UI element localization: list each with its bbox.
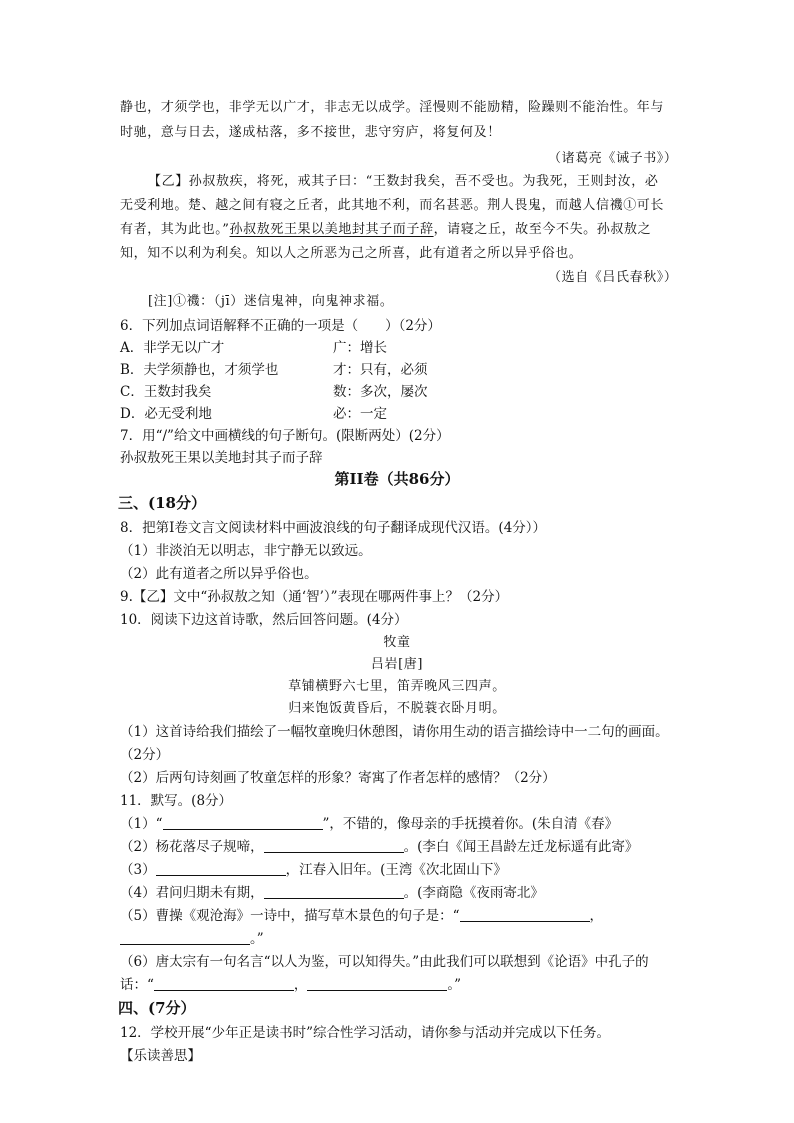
q11-item5-blank2[interactable] <box>120 930 250 945</box>
q10-sub1-line2: （2分） <box>120 747 170 763</box>
q11-item3-blank[interactable] <box>156 861 286 876</box>
passage-jia-line1: 静也，才须学也，非学无以广才，非志无以成学。淫慢则不能励精，险躁则不能治性。年与 <box>120 100 665 115</box>
q11-item4 <box>120 881 544 901</box>
q6-option-c-def: 数：多次，屡次 <box>333 384 428 400</box>
passage-yi-line1: 【乙】孙叔敖疾，将死，戒其子曰：“王数封我矣，吾不受也。为我死，王则封汝，必 <box>148 174 659 189</box>
q8-stem: 8．把第Ⅰ卷文言文阅读材料中画波浪线的句子翻译成现代汉语。(4分）） <box>120 520 547 536</box>
q9-stem: 9.【乙】文中“孙叔敖之知（通‘智’）”表现在哪两件事上？（2分） <box>120 589 509 605</box>
q11-stem: 11．默写。(8分） <box>120 793 233 809</box>
q11-item4-suffix: 。(李商隐《夜雨寄北》 <box>403 885 544 901</box>
passage-jia-line2: 时驰，意与日去，遂成枯落，多不接世，悲守穷庐，将复何及！ <box>120 125 501 140</box>
q7-sentence: 孙叔敖死王果以美地封其子而子辞 <box>120 450 323 466</box>
q11-item5-cont <box>120 927 264 947</box>
q6-option-a <box>120 336 540 356</box>
q11-item6-line2 <box>120 973 461 993</box>
q12-stem: 12．学校开展“少年正是读书时”综合性学习活动，请你参与活动并完成以下任务。 <box>120 1025 610 1041</box>
q11-item5-prefix: （5）曹操《观沧海》一诗中，描写草木景色的句子是：“ <box>120 908 460 924</box>
q6-option-c <box>120 380 540 400</box>
section3-title: 三、(18分） <box>118 494 206 512</box>
passage-yi-source: （选自《吕氏春秋》） <box>548 270 678 285</box>
q6-option-b-def: 才：只有，必须 <box>333 362 428 378</box>
q11-item6-end: 。” <box>447 977 462 993</box>
poem-author: 吕岩[唐] <box>370 657 424 672</box>
q11-item2-blank[interactable] <box>264 838 404 853</box>
passage-jia-source: （诸葛亮《诫子书》） <box>548 151 678 166</box>
q11-item3-suffix: ，江春入旧年。(王湾《次北固山下》 <box>285 862 507 878</box>
q11-item1-prefix: （1）“ <box>120 816 163 832</box>
q6-option-a-text: A．非学无以广才 <box>120 340 225 356</box>
passage-yi-line2: 无受利地。楚、越之间有寝之丘者，此其地不利，而名甚恶。荆人畏鬼，而越人信禨①可长 <box>120 198 665 213</box>
q11-item1 <box>120 812 618 832</box>
q6-option-d <box>120 402 540 422</box>
q10-stem: 10．阅读下边这首诗歌，然后回答问题。(4分） <box>120 612 408 628</box>
poem-title: 牧童 <box>383 635 411 650</box>
q11-item4-prefix: （4）君问归期未有期， <box>120 885 264 901</box>
q11-item2 <box>120 835 638 855</box>
volume2-title: 第II卷（共86分） <box>334 470 460 488</box>
q6-option-d-def: 必：一定 <box>333 406 387 422</box>
q7-stem: 7．用“/”给文中画横线的句子断句。(限断两处）(2分） <box>120 428 450 444</box>
q11-item6-blank1[interactable] <box>154 976 294 991</box>
q11-item4-blank[interactable] <box>264 884 404 899</box>
q11-item5 <box>120 904 603 924</box>
q11-item6-comma: ， <box>293 977 308 993</box>
q11-item5-comma: ， <box>589 908 603 924</box>
q11-item6-line1: （6）唐太宗有一句名言“以人为鉴，可以知得失。”由此我们可以联想到《论语》中孔子的 <box>120 954 649 970</box>
q6-option-b <box>120 358 540 378</box>
q11-item6-blank2[interactable] <box>307 976 447 991</box>
q10-sub1-line1: （1）这首诗给我们描绘了一幅牧童晚归休憩图，请你用生动的语言描绘诗中一二句的画面。 <box>120 724 669 740</box>
q8-item1: （1）非淡泊无以明志，非宁静无以致远。 <box>120 543 372 559</box>
q6-option-a-def: 广：增长 <box>333 340 387 356</box>
q6-option-d-text: D．必无受利地 <box>120 406 212 422</box>
passage-yi-line3-start: 有者，其为此也。” <box>120 222 230 237</box>
passage-yi-line4: 知，知不以利为利矣。知以人之所恶为己之所喜，此有道者之所以异乎俗也。 <box>120 246 583 261</box>
q11-item6-prefix: 话：“ <box>120 977 154 993</box>
poem-line2: 归来饱饭黄昏后，不脱蓑衣卧月明。 <box>288 701 506 716</box>
q12-subsection: 【乐读善思】 <box>120 1048 201 1064</box>
q6-option-b-text: B．夫学须静也，才须学也 <box>120 362 279 378</box>
q6-stem: 6．下列加点词语解释不正确的一项是（ ）（2分） <box>120 318 441 334</box>
q8-item2: （2）此有道者之所以异乎俗也。 <box>120 566 318 582</box>
q6-option-c-text: C．王数封我矣 <box>120 384 212 400</box>
q10-sub2: （2）后两句诗刻画了牧童怎样的形象？寄寓了作者怎样的感情？（2分） <box>120 770 556 786</box>
poem-line1: 草铺横野六七里，笛弄晚风三四声。 <box>288 679 506 694</box>
section4-title: 四、(7分） <box>118 999 196 1017</box>
q11-item5-blank1[interactable] <box>460 907 590 922</box>
underlined-sentence: 孙叔敖死王果以美地封其子而子辞 <box>229 222 434 237</box>
q11-item1-blank[interactable] <box>163 815 323 830</box>
q11-item3 <box>120 858 507 878</box>
q11-item3-prefix: （3） <box>120 862 156 878</box>
passage-yi-line3-end: ，请寝之丘，故至今不失。孙叔敖之 <box>433 222 652 237</box>
q11-item2-prefix: （2）杨花落尽子规啼， <box>120 839 264 855</box>
passage-yi-note: [注]①禨：（jī）迷信鬼神，向鬼神求福。 <box>148 294 394 309</box>
q11-item2-suffix: 。(李白《闻王昌龄左迁龙标遥有此寄》 <box>403 839 639 855</box>
q11-item5-end: 。” <box>250 931 264 947</box>
q11-item1-suffix: ”，不错的，像母亲的手抚摸着你。(朱自清《春》 <box>322 816 619 832</box>
passage-yi-line3 <box>120 218 651 237</box>
